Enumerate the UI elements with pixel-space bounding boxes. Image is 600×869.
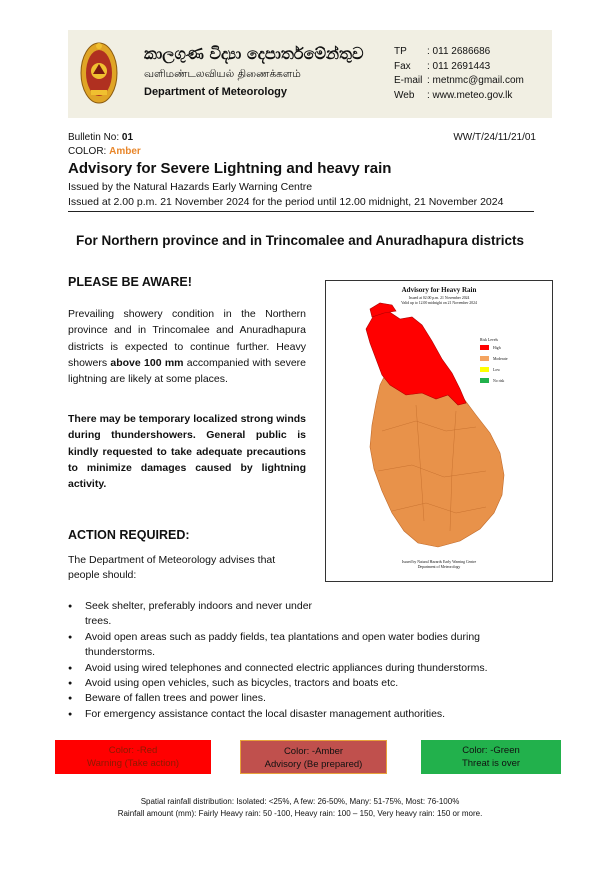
color-value: Amber: [109, 146, 141, 157]
advisory-map: [325, 280, 553, 582]
list-item: ● Avoid using open vehicles, such as bicycles, tractors and boats etc.: [68, 676, 548, 691]
map-moderate-region: [370, 373, 504, 547]
contact-email: E-mail : metnmc@gmail.com: [394, 75, 524, 86]
list-item: ● For emergency assistance contact the local disaster management authorities.: [68, 707, 548, 722]
letterhead: [68, 30, 552, 118]
legend-item-high: High: [480, 345, 508, 350]
contact-web: Web : www.meteo.gov.lk: [394, 89, 513, 101]
footer-distribution: Spatial rainfall distribution: Isolated: <25%, A few: 26-50%, Many: 51-75%, Most: 76-100%: [140, 797, 460, 806]
advisory-title: Advisory for Severe Lightning and heavy rain: [68, 160, 392, 177]
color-box-amber: Color: -Amber Advisory (Be prepared): [240, 740, 387, 774]
region-heading: For Northern province and in Trincomalee and Anuradhapura districts: [75, 233, 525, 248]
legend-item-low: Low: [480, 367, 508, 372]
aware-paragraph-2: There may be temporary localized strong winds during thundershowers. General public is kindly requested to take adequate precautions to minimize damages caused by lightning activity.: [68, 413, 306, 491]
action-required-heading: ACTION REQUIRED:: [68, 528, 190, 542]
contact-phone: TP : 011 2686686: [394, 46, 491, 57]
list-item: ● Avoid open areas such as paddy fields, tea plantations and open water bodies during thunderstorms.: [68, 630, 548, 661]
list-item: ● Beware of fallen trees and power lines.: [68, 691, 548, 706]
divider: [68, 211, 534, 212]
contact-fax: Fax : 011 2691443: [394, 60, 491, 72]
map-legend: [480, 338, 508, 389]
color-box-red: Color: -Red Warning (Take action): [55, 740, 211, 774]
sri-lanka-map: [326, 281, 552, 581]
map-footer: Issued by Natural Hazards Early Warning Centre Department of Meteorology: [401, 560, 477, 569]
legend-title: Risk Levels: [480, 338, 499, 342]
list-item: ● Seek shelter, preferably indoors and never under trees.: [68, 599, 323, 630]
bulletin-color: COLOR: Amber: [68, 146, 141, 157]
issued-at: Issued at 2.00 p.m. 21 November 2024 for the period until 12.00 midnight, 21 November 2024: [68, 196, 504, 208]
issued-by: Issued by the Natural Hazards Early Warning Centre: [68, 181, 313, 193]
legend-item-no-risk: No risk: [480, 378, 508, 383]
department-name-sinhala: කාලගුණ විද්‍යා දෙපාර්තමේන්තුව: [144, 44, 364, 63]
list-item: ● Avoid using wired telephones and connected electric appliances during thunderstorms.: [68, 661, 548, 676]
map-title: Advisory for Heavy Rain: [401, 286, 477, 294]
action-intro: The Department of Meteorology advises that people should:: [68, 554, 276, 581]
contact-details: [394, 45, 524, 103]
please-be-aware-heading: PLEASE BE AWARE!: [68, 275, 192, 289]
bulletin-reference: WW/T/24/11/21/01: [453, 132, 536, 143]
bulletin-number: Bulletin No: 01: [68, 132, 134, 143]
sri-lanka-emblem-icon: [79, 40, 119, 106]
department-name-tamil: வளிமண்டலவியல் திணைக்களம்: [144, 68, 301, 80]
footer-rainfall-amount: Rainfall amount (mm): Fairly Heavy rain: 50 -100, Heavy rain: 100 – 150, Very heavy rain: 150 or more.: [117, 809, 483, 818]
aware-paragraph-1: Prevailing showery condition in the Northern province and in Trincomalee and Anuradhapura districts is expected to continue further. Heavy showers above 100 mm accompanied with severe lightning are likely at some places.: [68, 308, 306, 386]
color-box-green: Color: -Green Threat is over: [421, 740, 561, 774]
legend-item-moderate: Moderate: [480, 356, 508, 361]
map-subtitle: Issued at 02.00 p.m. 21 November 2024 Valid up to 12.00 midnight on 21 November 2024: [401, 296, 477, 305]
action-list: [68, 599, 548, 722]
department-name-english: Department of Meteorology: [144, 86, 288, 98]
